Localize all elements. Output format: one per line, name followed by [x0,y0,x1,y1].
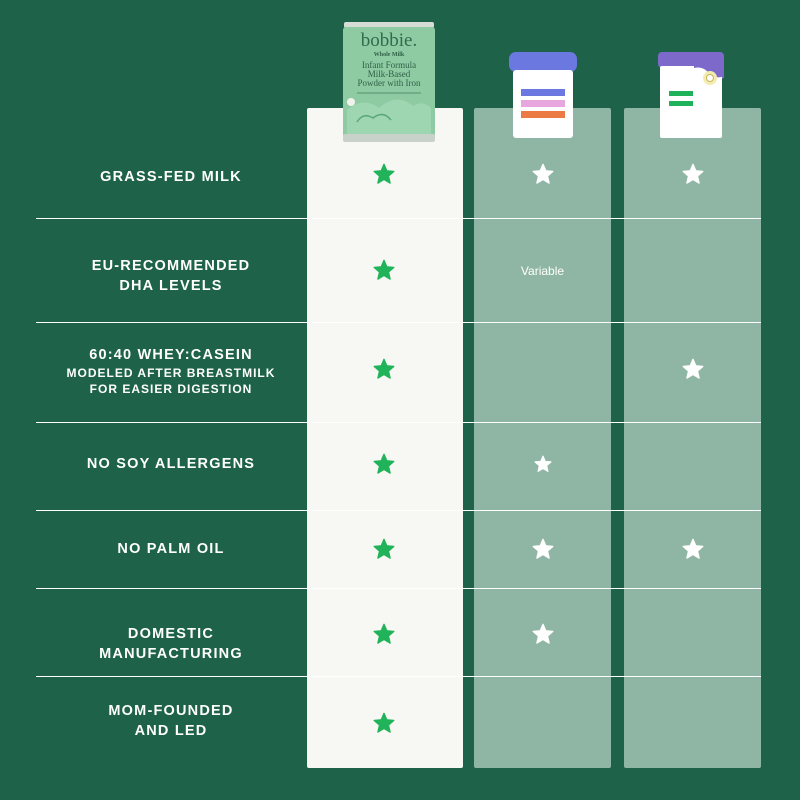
svg-text:Powder with Iron: Powder with Iron [357,78,421,88]
row-divider [36,676,761,677]
star-icon [682,163,704,185]
bobbie-brand-text: bobbie. [360,30,418,51]
star-icon [532,623,554,645]
competitor-1-can-icon [509,52,577,138]
star-icon [373,358,395,380]
star-icon [682,538,704,560]
row-label-no-palm-oil: NO PALM OIL [117,541,225,557]
variable-text: Variable [520,264,565,278]
row-divider [36,422,761,423]
row-label-domestic-manufacturing: DOMESTIC MANUFACTURING [99,626,243,662]
competitor-2-column [624,108,761,768]
star-icon [682,358,704,380]
bobbie-column [307,108,463,768]
star-icon [534,455,552,473]
star-icon [373,163,395,185]
row-label-no-soy: NO SOY ALLERGENS [86,456,256,472]
competitor-2-can-icon [658,52,726,138]
star-icon [373,712,395,734]
star-icon [532,538,554,560]
bobbie-can-image [343,22,435,142]
row-divider [36,510,761,511]
row-divider [36,218,761,219]
star-icon [373,538,395,560]
row-divider [36,322,761,323]
competitor-1-column [474,108,611,768]
row-divider [36,588,761,589]
svg-text:Whole Milk: Whole Milk [373,52,405,58]
row-label-grass-fed-milk: GRASS-FED MILK [100,169,242,185]
star-icon [373,453,395,475]
row-label-eu-dha: EU-RECOMMENDED DHA LEVELS [91,258,251,294]
star-icon [532,163,554,185]
row-label-mom-founded: MOM-FOUNDED AND LED [108,703,234,739]
svg-text:Milk-Based: Milk-Based [367,69,411,79]
star-icon [373,623,395,645]
star-icon [373,259,395,281]
svg-text:Infant Formula: Infant Formula [361,60,417,70]
row-label-whey-casein: 60:40 WHEY:CASEIN MODELED AFTER BREASTMILK FOR EASIER DIGESTION [66,347,276,396]
